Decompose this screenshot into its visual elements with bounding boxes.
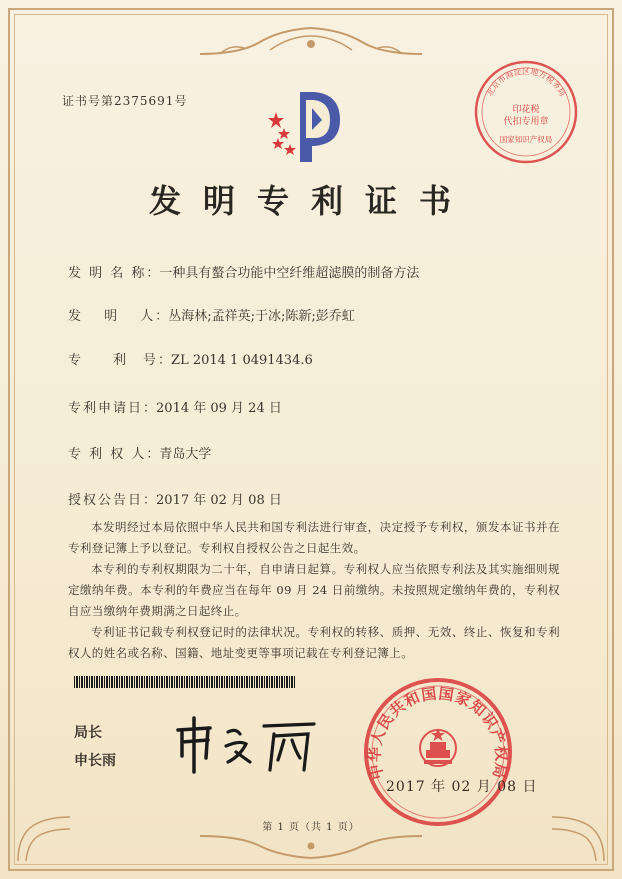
director-title: 局长: [74, 725, 102, 741]
certificate-number: 证书号第2375691号: [62, 94, 188, 108]
field-label: 发 明 人: [68, 309, 156, 324]
body-paragraph-2: 本专利的专利权期限为二十年，自申请日起算。专利权人应当依照专利法及其实施细则规定缴纳年费。本专利的年费应当在每年 09 月 24 日前缴纳。未按照规定缴纳年费的，专利权自应当缴纳年费期满之日起终止。: [68, 562, 560, 618]
page-footer: 第 1 页（共 1 页）: [262, 822, 360, 833]
seal-top-line3: 代扣专用章: [503, 117, 549, 127]
certificate-title: 发明专利证书: [148, 182, 473, 220]
field-value: 丛海林;孟祥英;于冰;陈新;彭乔虹: [168, 309, 355, 324]
field-label: 授权公告日: [68, 493, 144, 508]
field-value: 一种具有螯合功能中空纤维超滤膜的制备方法: [159, 266, 420, 281]
corner-ornament-bottom-left: [14, 805, 74, 865]
field-value: ZL 2014 1 0491434.6: [171, 353, 313, 368]
field-value: 2017 年 02 月 08 日: [156, 493, 282, 508]
seal-top-arc-text: 北京市海淀区地方税务局: [484, 67, 568, 98]
director-signature: [170, 712, 320, 776]
cnipa-logo-icon: [262, 82, 352, 168]
field-invention-name: 发 明 名 称：一种具有螯合功能中空纤维超滤膜的制备方法: [68, 262, 419, 281]
tax-seal-stamp: [472, 58, 580, 166]
seal-top-line2: 印花税: [512, 105, 540, 115]
field-patent-number: 专 利 号：ZL 2014 1 0491434.6: [68, 349, 313, 368]
barcode: [74, 676, 296, 688]
field-label: 专 利 权 人: [68, 447, 147, 462]
body-paragraph-3: 专利证书记载专利权登记时的法律状况。专利权的转移、质押、无效、终止、恢复和专利权人的姓名或名称、国籍、地址变更等事项记载在专利登记簿上。: [68, 625, 560, 660]
field-patentee: 专 利 权 人：青岛大学: [68, 443, 211, 462]
seal-top-line4: 国家知识产权局: [499, 135, 553, 144]
corner-ornament-bottom-right: [548, 805, 608, 865]
patent-office-seal-stamp: [362, 676, 514, 828]
field-label: 专利申请日: [68, 401, 144, 416]
certificate-body: [68, 517, 560, 664]
field-value: 2014 年 09 月 24 日: [156, 401, 282, 416]
director-name: 申长雨: [74, 753, 116, 769]
field-grant-date: 授权公告日：2017 年 02 月 08 日: [68, 489, 282, 508]
field-value: 青岛大学: [159, 447, 212, 462]
seal-main-arc-text: 中华人民共和国国家知识产权局: [365, 684, 511, 782]
bottom-ornament: [200, 832, 422, 862]
top-ornament: [200, 24, 422, 58]
issue-date: 2017 年 02 月 08 日: [386, 779, 538, 795]
body-paragraph-1: 本发明经过本局依照中华人民共和国专利法进行审查，决定授予专利权，颁发本证书并在专利登记簿上予以登记。专利权自授权公告之日起生效。: [68, 520, 560, 555]
field-label: 发 明 名 称: [68, 266, 147, 281]
national-emblem-icon: [420, 728, 456, 766]
field-application-date: 专利申请日：2014 年 09 月 24 日: [68, 397, 282, 416]
field-inventors: 发 明 人：丛海林;孟祥英;于冰;陈新;彭乔虹: [68, 305, 355, 324]
field-label: 专 利 号: [68, 353, 159, 368]
